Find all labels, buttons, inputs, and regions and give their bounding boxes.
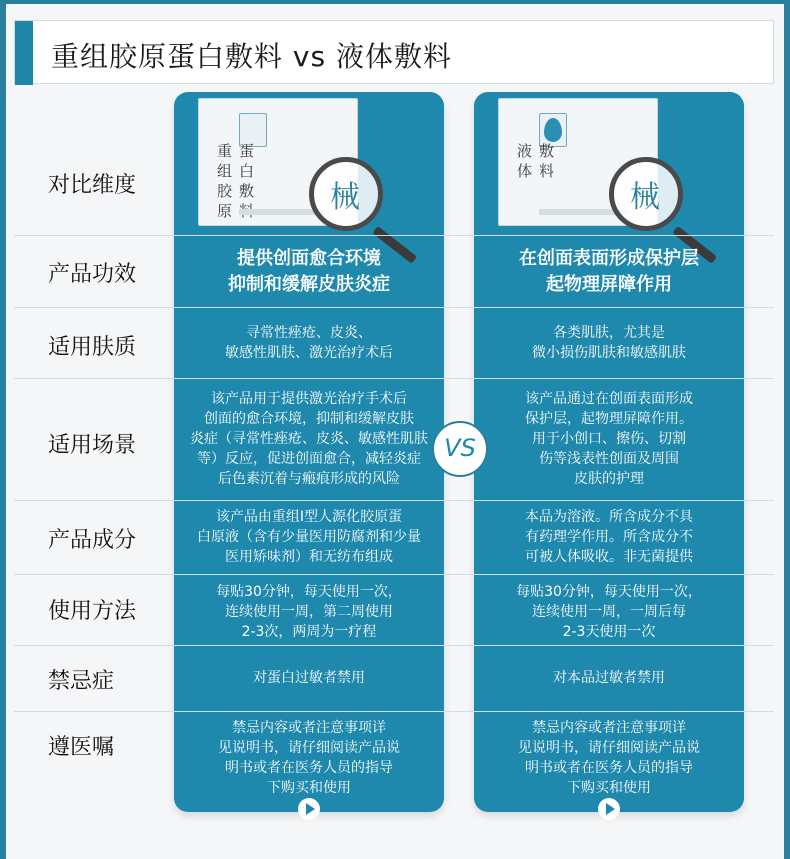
row-label-scenario: 适用场景 [48,433,137,458]
product-name-col2: 蛋白敷 [239,142,255,200]
cell-skin-type-right: 各类肌肤，尤其是 微小损伤肌肤和敏感肌肤 [532,325,686,361]
lens-char: 械 [630,180,660,215]
page-title: 重组胶原蛋白敷料 vs 液体敷料 [51,40,452,73]
row-divider [14,500,774,501]
cell-medical-advice-left: 禁忌内容或者注意事项详 见说明书，请仔细阅读产品说 明书或者在医务人员的指导 下购买和使用 [218,720,400,796]
product-name-col2: 敷料 [539,142,555,180]
row-label-medical-advice: 遵医嘱 [48,735,115,760]
row-label-contraindication: 禁忌症 [48,669,115,694]
product-image-collagen [198,98,358,226]
row-label-skin-type: 适用肤质 [48,335,137,360]
lens-char: 械 [330,180,360,215]
row-label-usage: 使用方法 [48,599,137,624]
row-label-ingredients: 产品成分 [48,528,137,553]
magnifier-icon [609,157,683,231]
row-divider [14,307,774,308]
row-divider [14,235,774,236]
cell-efficacy-right: 在创面表面形成保护层 起物理屏障作用 [519,248,699,295]
cell-scenario-right: 该产品通过在创面表面形成 保护层，起物理屏障作用。 用于小创口、擦伤、切割 伤等浅表性创面及周围 皮肤的护理 [525,391,693,487]
product-name-col1: 重组胶原 [217,142,233,220]
row-divider [14,574,774,575]
product-name-col1: 液体 [517,142,533,180]
top-rule [6,0,784,4]
cell-skin-type-left: 寻常性痤疮、皮炎、 敏感性肌肤、激光治疗术后 [225,325,393,361]
row-divider [14,711,774,712]
row-divider [14,645,774,646]
cell-efficacy-left: 提供创面愈合环境 抑制和缓解皮肤炎症 [228,248,390,295]
cell-usage-right: 每贴30分钟，每天使用一次， 连续使用一周，一周后每 2-3天使用一次 [516,584,702,640]
magnifier-icon [309,157,383,231]
product-image-liquid [498,98,658,226]
cell-scenario-left: 该产品用于提供激光治疗手术后 创面的愈合环境，抑制和缓解皮肤 炎症（寻常性痤疮、皮炎、敏感性肌肤 等）反应，促进创面愈合，减轻炎症 后色素沉着与瘢痕形成的风险 [190,391,428,487]
cell-contraindication-right: 对本品过敏者禁用 [553,670,665,686]
cell-ingredients-right: 本品为溶液。所含成分不具 有药理学作用。所含成分不 可被人体吸收。非无菌提供 [525,509,693,565]
cell-medical-advice-right: 禁忌内容或者注意事项详 见说明书，请仔细阅读产品说 明书或者在医务人员的指导 下购买和使用 [518,720,700,796]
drop-icon [544,118,562,142]
play-icon[interactable] [598,798,620,820]
title-banner [14,20,774,84]
cell-ingredients-left: 该产品由重组Ⅰ型人源化胶原蛋 白原液（含有少量医用防腐剂和少量 医用矫味剂）和无纺布组成 [197,509,421,565]
play-icon[interactable] [298,798,320,820]
title-accent-bar [15,21,33,85]
row-label-efficacy: 产品功效 [48,262,137,287]
row-divider [14,378,774,379]
vs-badge: VS [432,421,488,477]
cell-contraindication-left: 对蛋白过敏者禁用 [253,670,365,686]
row-label-dimension: 对比维度 [48,173,137,198]
cell-usage-left: 每贴30分钟，每天使用一次， 连续使用一周，第二周使用 2-3次，两周为一疗程 [216,584,402,640]
